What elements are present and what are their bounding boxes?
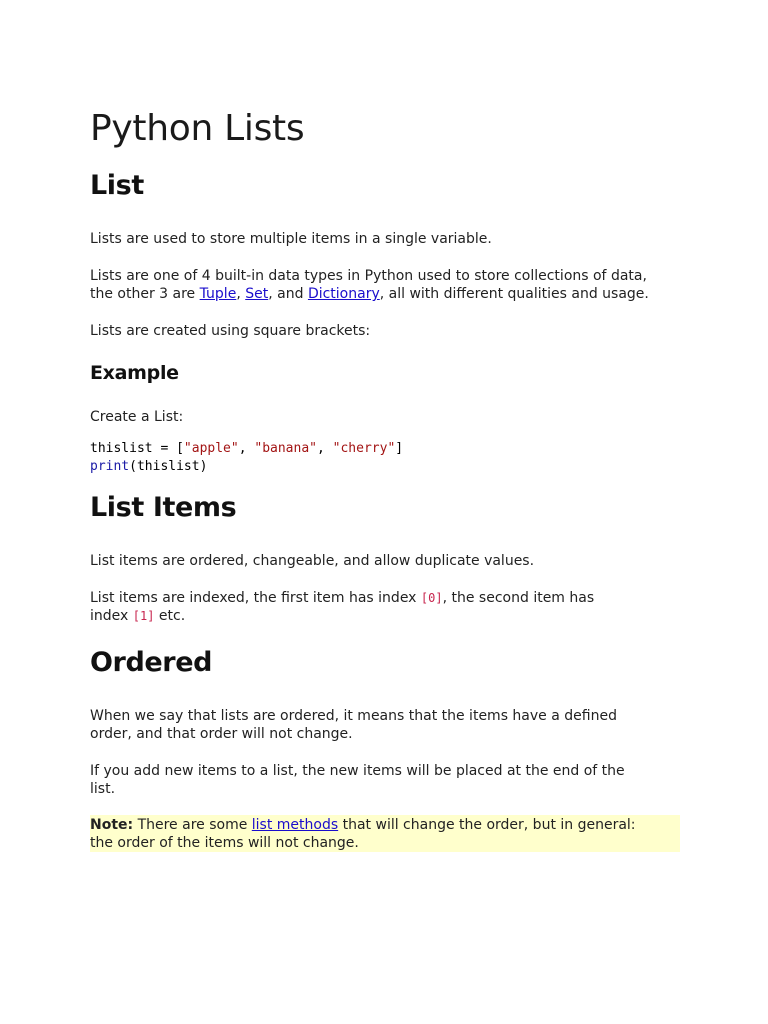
code-token: , [317,441,333,456]
text-segment: , and [268,286,308,302]
note-line-2: the order of the items will not change. [90,835,359,851]
paragraph-ordered-line2: order, and that order will not change. [90,726,353,742]
paragraph-indexed-line1 [90,589,594,607]
code-string-cherry: "cherry" [332,441,396,456]
paragraph-ordered-line1: When we say that lists are ordered, it means that the items have a defined [90,708,617,724]
heading-list-items: List Items [90,492,237,523]
code-string-banana: "banana" [254,441,317,456]
paragraph-items-ordered: List items are ordered, changeable, and allow duplicate values. [90,553,535,569]
code-token: (thislist) [129,459,208,474]
heading-example: Example [90,362,179,384]
link-list-methods[interactable]: list methods [251,817,339,833]
note-label: Note: [90,817,134,833]
text-segment: There are some [133,817,252,833]
text-segment: etc. [154,608,186,624]
text-segment: , [236,286,246,302]
text-segment: , the second item has [442,590,595,606]
heading-ordered: Ordered [90,647,213,678]
note-line-1 [90,816,680,834]
heading-list: List [90,170,144,201]
paragraph-new-items-line2: list. [90,781,116,797]
paragraph-list-intro: Lists are used to store multiple items in a single variable. [90,231,492,247]
code-string-apple: "apple" [183,441,239,456]
code-token: , [238,441,255,456]
link-dictionary[interactable]: Dictionary [307,286,380,302]
link-tuple[interactable]: Tuple [199,286,237,302]
paragraph-new-items-line1: If you add new items to a list, the new items will be placed at the end of the [90,763,625,779]
inline-code-index-0: [0] [420,591,443,605]
text-segment: the other 3 are [90,286,200,302]
code-keyword-print: print [90,459,130,474]
code-line-1 [90,440,403,458]
text-segment: List items are indexed, the first item has index [90,590,421,606]
page-title: Python Lists [90,108,305,149]
paragraph-builtin-types-line1: Lists are one of 4 built-in data types in Python used to store collections of data, [90,268,647,284]
note-text [90,816,680,852]
code-line-2 [90,458,207,476]
inline-code-index-1: [1] [132,609,155,623]
text-segment: that will change the order, but in general: [338,817,636,833]
paragraph-square-brackets: Lists are created using square brackets: [90,323,371,339]
code-token: thislist = [ [90,441,184,456]
example-intro: Create a List: [90,409,184,425]
paragraph-builtin-types-line2 [90,285,649,303]
text-segment: index [90,608,133,624]
paragraph-indexed-line2 [90,607,185,625]
link-set[interactable]: Set [245,286,269,302]
text-segment: , all with different qualities and usage. [379,286,649,302]
code-token: ] [395,441,404,456]
